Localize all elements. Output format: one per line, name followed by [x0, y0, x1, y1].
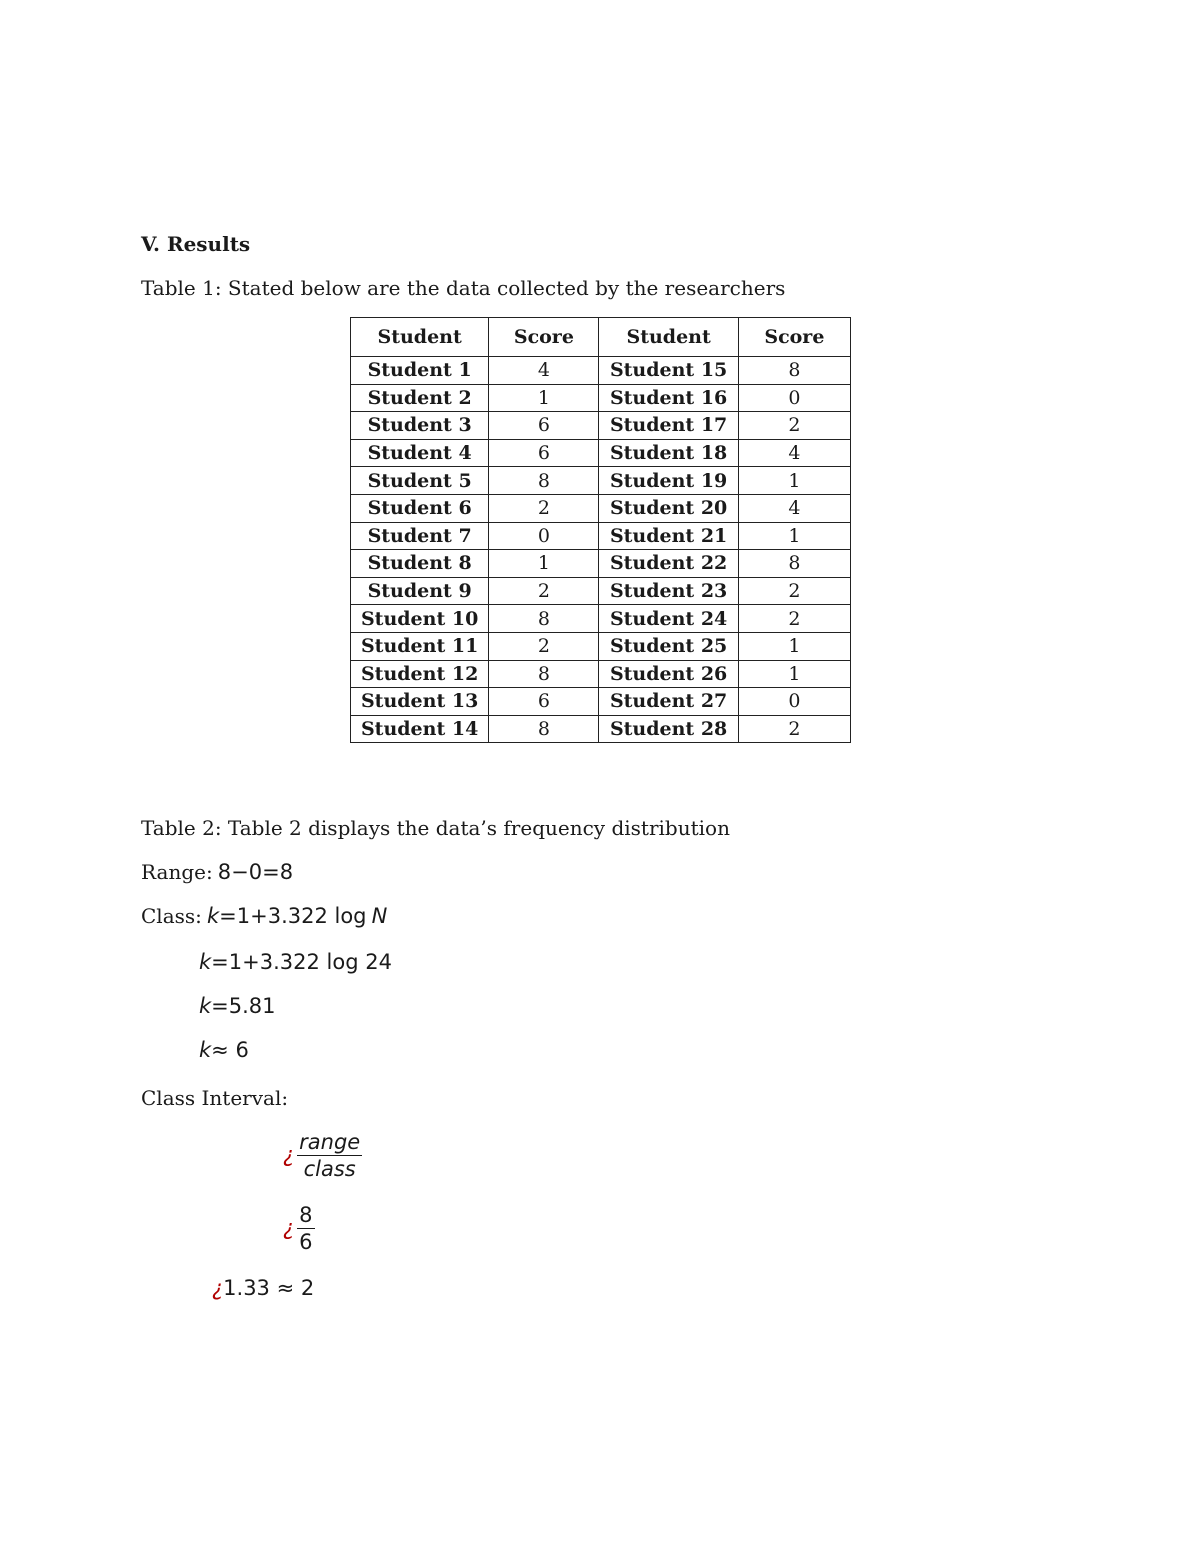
score-cell: 1: [738, 632, 850, 660]
header-score-2: Score: [738, 318, 850, 357]
score-cell: 2: [738, 605, 850, 633]
score-cell: 2: [738, 577, 850, 605]
score-cell: 8: [489, 660, 599, 688]
fraction-numerator: 8: [299, 1203, 313, 1227]
interval-result: [212, 1276, 314, 1300]
k-variable: k: [206, 904, 220, 928]
student-name-cell: Student 3: [351, 412, 489, 440]
student-name-cell: Student 1: [351, 357, 489, 385]
interval-result-value: 1.33 ≈ 2: [223, 1276, 315, 1300]
student-name-cell: Student 13: [351, 688, 489, 716]
inverted-question-mark: ¿: [283, 1142, 295, 1167]
section-heading: V. Results: [141, 232, 251, 256]
student-name-cell: Student 23: [599, 577, 738, 605]
k-variable: k: [199, 950, 212, 974]
student-name-cell: Student 11: [351, 632, 489, 660]
score-cell: 0: [738, 384, 850, 412]
table-row: [351, 439, 851, 467]
interval-fraction-2: [283, 1203, 315, 1254]
inverted-question-mark: ¿: [283, 1215, 295, 1240]
score-cell: 8: [489, 467, 599, 495]
score-cell: 8: [489, 715, 599, 743]
range-line: [141, 860, 293, 884]
student-name-cell: Student 16: [599, 384, 738, 412]
student-name-cell: Student 5: [351, 467, 489, 495]
student-name-cell: Student 8: [351, 550, 489, 578]
table-row: [351, 550, 851, 578]
score-cell: 6: [489, 412, 599, 440]
range-over-class-fraction: [297, 1130, 362, 1181]
student-name-cell: Student 19: [599, 467, 738, 495]
class-formula: =1+3.322 log: [219, 904, 367, 928]
table-row: [351, 384, 851, 412]
table-row: [351, 632, 851, 660]
score-cell: 0: [738, 688, 850, 716]
k-variable: k: [199, 994, 212, 1018]
header-student-2: Student: [599, 318, 738, 357]
table-row: [351, 467, 851, 495]
student-name-cell: Student 20: [599, 494, 738, 522]
k-variable: k: [199, 1038, 212, 1062]
score-cell: 2: [738, 715, 850, 743]
student-name-cell: Student 18: [599, 439, 738, 467]
score-cell: 8: [738, 357, 850, 385]
range-expression: 8−0=8: [217, 860, 294, 884]
student-name-cell: Student 9: [351, 577, 489, 605]
student-name-cell: Student 4: [351, 439, 489, 467]
fraction-denominator: 6: [299, 1230, 313, 1254]
interval-fraction-1: [283, 1130, 362, 1181]
table1-caption: Table 1: Stated below are the data collected by the researchers: [141, 276, 786, 300]
score-cell: 6: [489, 439, 599, 467]
score-cell: 4: [738, 439, 850, 467]
student-name-cell: Student 12: [351, 660, 489, 688]
score-cell: 0: [489, 522, 599, 550]
class-interval-label: Class Interval:: [141, 1086, 289, 1110]
score-cell: 2: [489, 632, 599, 660]
class-step-2: [199, 950, 392, 974]
fraction-numerator: range: [299, 1130, 361, 1154]
table-row: [351, 357, 851, 385]
table-row: [351, 522, 851, 550]
table-header-row: [351, 318, 851, 357]
class-formula-line: [141, 904, 387, 928]
student-name-cell: Student 17: [599, 412, 738, 440]
header-student-1: Student: [351, 318, 489, 357]
score-cell: 4: [738, 494, 850, 522]
inverted-question-mark: ¿: [212, 1276, 224, 1300]
class-step-4: [199, 1038, 249, 1062]
student-name-cell: Student 10: [351, 605, 489, 633]
table-row: [351, 605, 851, 633]
class-label: Class:: [141, 904, 202, 928]
fraction-denominator: class: [303, 1157, 356, 1181]
student-name-cell: Student 27: [599, 688, 738, 716]
student-name-cell: Student 28: [599, 715, 738, 743]
score-cell: 1: [738, 522, 850, 550]
score-cell: 6: [489, 688, 599, 716]
class-step-4-expression: ≈ 6: [211, 1038, 249, 1062]
student-name-cell: Student 7: [351, 522, 489, 550]
n-variable: N: [371, 904, 388, 928]
student-name-cell: Student 21: [599, 522, 738, 550]
student-name-cell: Student 15: [599, 357, 738, 385]
student-name-cell: Student 14: [351, 715, 489, 743]
score-cell: 8: [489, 605, 599, 633]
table-row: [351, 660, 851, 688]
score-cell: 1: [489, 550, 599, 578]
student-name-cell: Student 6: [351, 494, 489, 522]
score-cell: 4: [489, 357, 599, 385]
score-cell: 1: [489, 384, 599, 412]
score-cell: 1: [738, 660, 850, 688]
eight-over-six-fraction: [297, 1203, 314, 1254]
class-step-3: [199, 994, 276, 1018]
student-name-cell: Student 26: [599, 660, 738, 688]
score-cell: 8: [738, 550, 850, 578]
table2-caption: Table 2: Table 2 displays the data’s frequency distribution: [141, 816, 730, 840]
student-name-cell: Student 25: [599, 632, 738, 660]
table-row: [351, 688, 851, 716]
range-label: Range:: [141, 860, 213, 884]
scores-table: [350, 317, 851, 743]
student-name-cell: Student 22: [599, 550, 738, 578]
table-row: [351, 494, 851, 522]
class-step-2-expression: =1+3.322 log 24: [211, 950, 392, 974]
score-cell: 2: [489, 494, 599, 522]
table-row: [351, 577, 851, 605]
header-score-1: Score: [489, 318, 599, 357]
student-name-cell: Student 24: [599, 605, 738, 633]
student-name-cell: Student 2: [351, 384, 489, 412]
score-cell: 2: [489, 577, 599, 605]
class-step-3-expression: =5.81: [211, 994, 276, 1018]
table-row: [351, 715, 851, 743]
score-cell: 2: [738, 412, 850, 440]
table-row: [351, 412, 851, 440]
score-cell: 1: [738, 467, 850, 495]
